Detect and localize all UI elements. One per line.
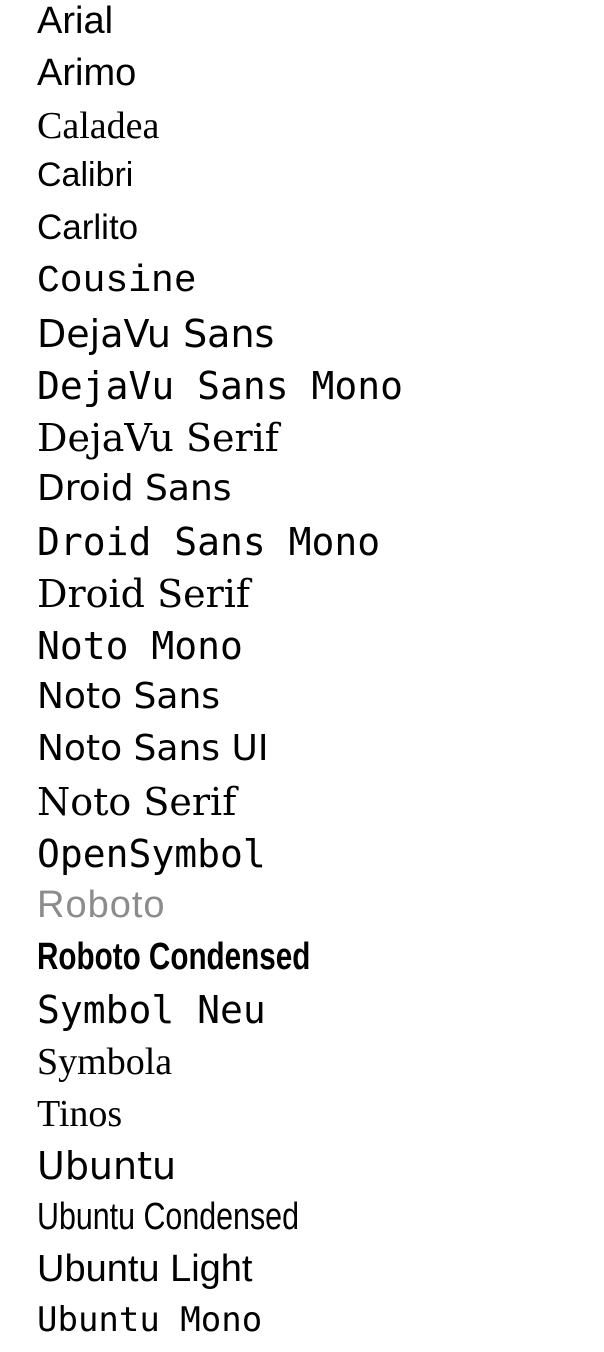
font-item-noto-serif (37, 780, 604, 832)
font-item-label: OpenSymbol (37, 832, 266, 876)
font-item-calibri (37, 156, 604, 208)
font-item-label: Symbol Neu (37, 988, 266, 1032)
font-item-label: Arimo (37, 52, 137, 94)
font-item-label: Noto Sans UI (37, 728, 269, 769)
font-item-label: Ubuntu Light (37, 1248, 253, 1290)
font-item-arimo (37, 52, 604, 104)
font-item-label: Symbola (37, 1041, 173, 1083)
font-item-tinos (37, 1092, 604, 1144)
font-item-label: Noto Mono (37, 624, 243, 668)
font-item-dejavu-sans (37, 312, 604, 364)
font-item-droid-sans (37, 468, 604, 520)
font-item-label: Ubuntu Condensed (37, 1196, 299, 1238)
font-item-label: Droid Sans (37, 468, 232, 509)
font-item-ubuntu (37, 1144, 604, 1196)
font-item-label: DejaVu Sans (37, 312, 275, 356)
font-item-dejavu-sans-mono (37, 364, 604, 416)
font-item-noto-sans-ui (37, 728, 604, 780)
font-item-ubuntu-light (37, 1248, 604, 1300)
font-item-roboto (37, 884, 604, 936)
font-item-noto-sans (37, 676, 604, 728)
font-item-label: Noto Sans (37, 676, 221, 717)
font-item-arial (37, 0, 604, 52)
font-item-cousine (37, 260, 604, 312)
font-item-label: Droid Sans Mono (37, 520, 381, 564)
font-item-label: Roboto (37, 884, 166, 926)
font-item-label: Cousine (37, 260, 197, 303)
font-item-ubuntu-condensed (37, 1196, 604, 1248)
font-item-droid-sans-mono (37, 520, 604, 572)
font-item-carlito (37, 208, 604, 260)
font-item-ubuntu-mono (37, 1300, 604, 1352)
font-item-roboto-condensed (37, 936, 604, 988)
font-item-label: Caladea (37, 105, 160, 147)
font-item-symbola (37, 1040, 604, 1092)
font-item-label: Calibri (37, 156, 134, 194)
font-item-caladea (37, 104, 604, 156)
font-item-label: DejaVu Serif (37, 416, 279, 460)
font-item-label: Roboto Condensed (37, 936, 311, 978)
font-item-label: Ubuntu (37, 1144, 177, 1188)
font-item-label: DejaVu Sans Mono (37, 364, 404, 408)
font-item-symbol-neu (37, 988, 604, 1040)
font-item-label: Carlito (37, 208, 139, 247)
font-item-droid-serif (37, 572, 604, 624)
font-item-label: Tinos (37, 1093, 123, 1135)
font-item-label: Arial (37, 0, 114, 42)
font-item-label: Droid Serif (37, 572, 250, 616)
font-item-dejavu-serif (37, 416, 604, 468)
font-item-noto-mono (37, 624, 604, 676)
font-item-opensymbol (37, 832, 604, 884)
font-item-label: Ubuntu Mono (37, 1300, 263, 1340)
font-item-label: Noto Serif (37, 780, 237, 824)
